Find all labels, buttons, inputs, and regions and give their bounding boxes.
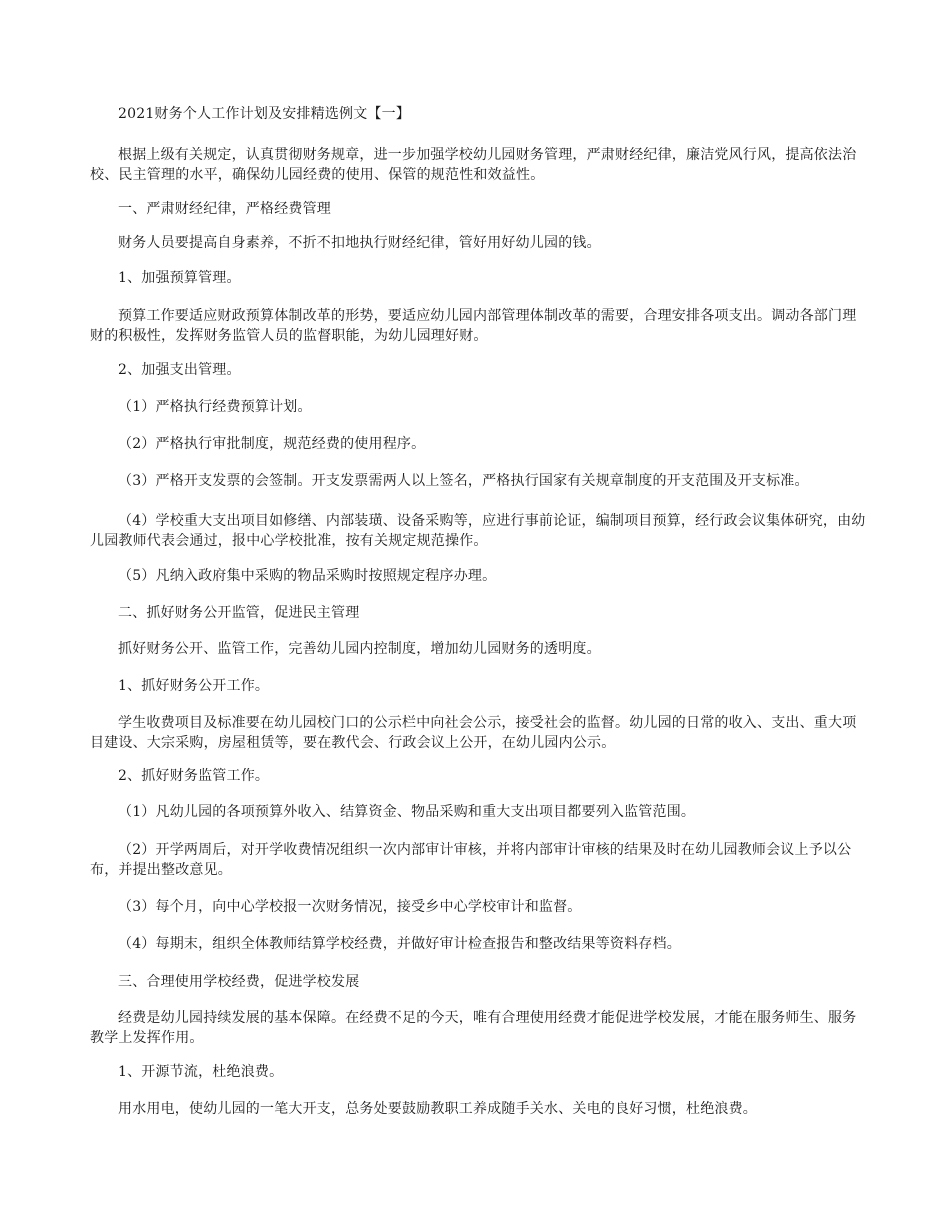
list-item: （1）凡幼儿园的各项预算外收入、结算资金、物品采购和重大支出项目都要列入监管范围。	[118, 804, 696, 820]
paragraph: 学生收费项目及标准要在幼儿园校门口的公示栏中向社会公示，接受社会的监督。幼儿园的日常的收入、支出、重大项目建设、大宗采购，房屋租赁等，要在教代会、行政会议上公开，在幼儿园内公示。	[90, 715, 857, 751]
list-item: （2）开学两周后，对开学收费情况组织一次内部审计审核，并将内部审计审核的结果及时在幼儿园教师会议上予以公布，并提出整改意见。	[90, 842, 852, 878]
subheading: 2、抓好财务监管工作。	[118, 768, 270, 784]
paragraph: 抓好财务公开、监管工作，完善幼儿园内控制度，增加幼儿园财务的透明度。	[118, 641, 601, 657]
subheading: 1、抓好财务公开工作。	[118, 678, 270, 694]
paragraph: 用水用电，使幼儿园的一笔大开支，总务处要鼓励教职工养成随手关水、关电的良好习惯，杜绝浪费。	[118, 1101, 757, 1117]
paragraph-intro: 根据上级有关规定，认真贯彻财务规章，进一步加强学校幼儿园财务管理，严肃财经纪律，廉洁党风行风，提高依法治校、民主管理的水平，确保幼儿园经费的使用、保管的规范性和效益性。	[90, 147, 857, 183]
section-heading-3: 三、合理使用学校经费，促进学校发展	[118, 974, 360, 990]
section-heading-1: 一、严肃财经纪律，严格经费管理	[118, 201, 331, 217]
section-heading-2: 二、抓好财务公开监管，促进民主管理	[118, 605, 360, 621]
document-title: 2021财务个人工作计划及安排精选例文【一】	[118, 106, 411, 122]
subheading: 1、加强预算管理。	[118, 270, 241, 286]
list-item: （3）每个月，向中心学校报一次财务情况，接受乡中心学校审计和监督。	[118, 899, 582, 915]
subheading: 1、开源节流，杜绝浪费。	[118, 1064, 284, 1080]
list-item: （4）每期末，组织全体教师结算学校经费，并做好审计检查报告和整改结果等资料存档。	[118, 936, 681, 952]
paragraph: 财务人员要提高自身素养，不折不扣地执行财经纪律，管好用好幼儿园的钱。	[118, 235, 601, 251]
list-item: （2）严格执行审批制度，规范经费的使用程序。	[118, 436, 426, 452]
list-item: （5）凡纳入政府集中采购的物品采购时按照规定程序办理。	[118, 568, 497, 584]
paragraph: 经费是幼儿园持续发展的基本保障。在经费不足的今天，唯有合理使用经费才能促进学校发展，才能在服务师生、服务教学上发挥作用。	[90, 1010, 857, 1046]
list-item: （4）学校重大支出项目如修缮、内部装璜、设备采购等，应进行事前论证，编制项目预算，经行政会议集体研究，由幼儿园教师代表会通过，报中心学校批准，按有关规定规范操作。	[90, 513, 866, 549]
subheading: 2、加强支出管理。	[118, 362, 241, 378]
list-item: （1）严格执行经费预算计划。	[118, 399, 312, 415]
list-item: （3）严格开支发票的会签制。开支发票需两人以上签名，严格执行国家有关规章制度的开支范围及开支标准。	[118, 473, 809, 489]
paragraph: 预算工作要适应财政预算体制改革的形势，要适应幼儿园内部管理体制改革的需要，合理安排各项支出。调动各部门理财的积极性，发挥财务监管人员的监督职能，为幼儿园理好财。	[90, 308, 857, 344]
